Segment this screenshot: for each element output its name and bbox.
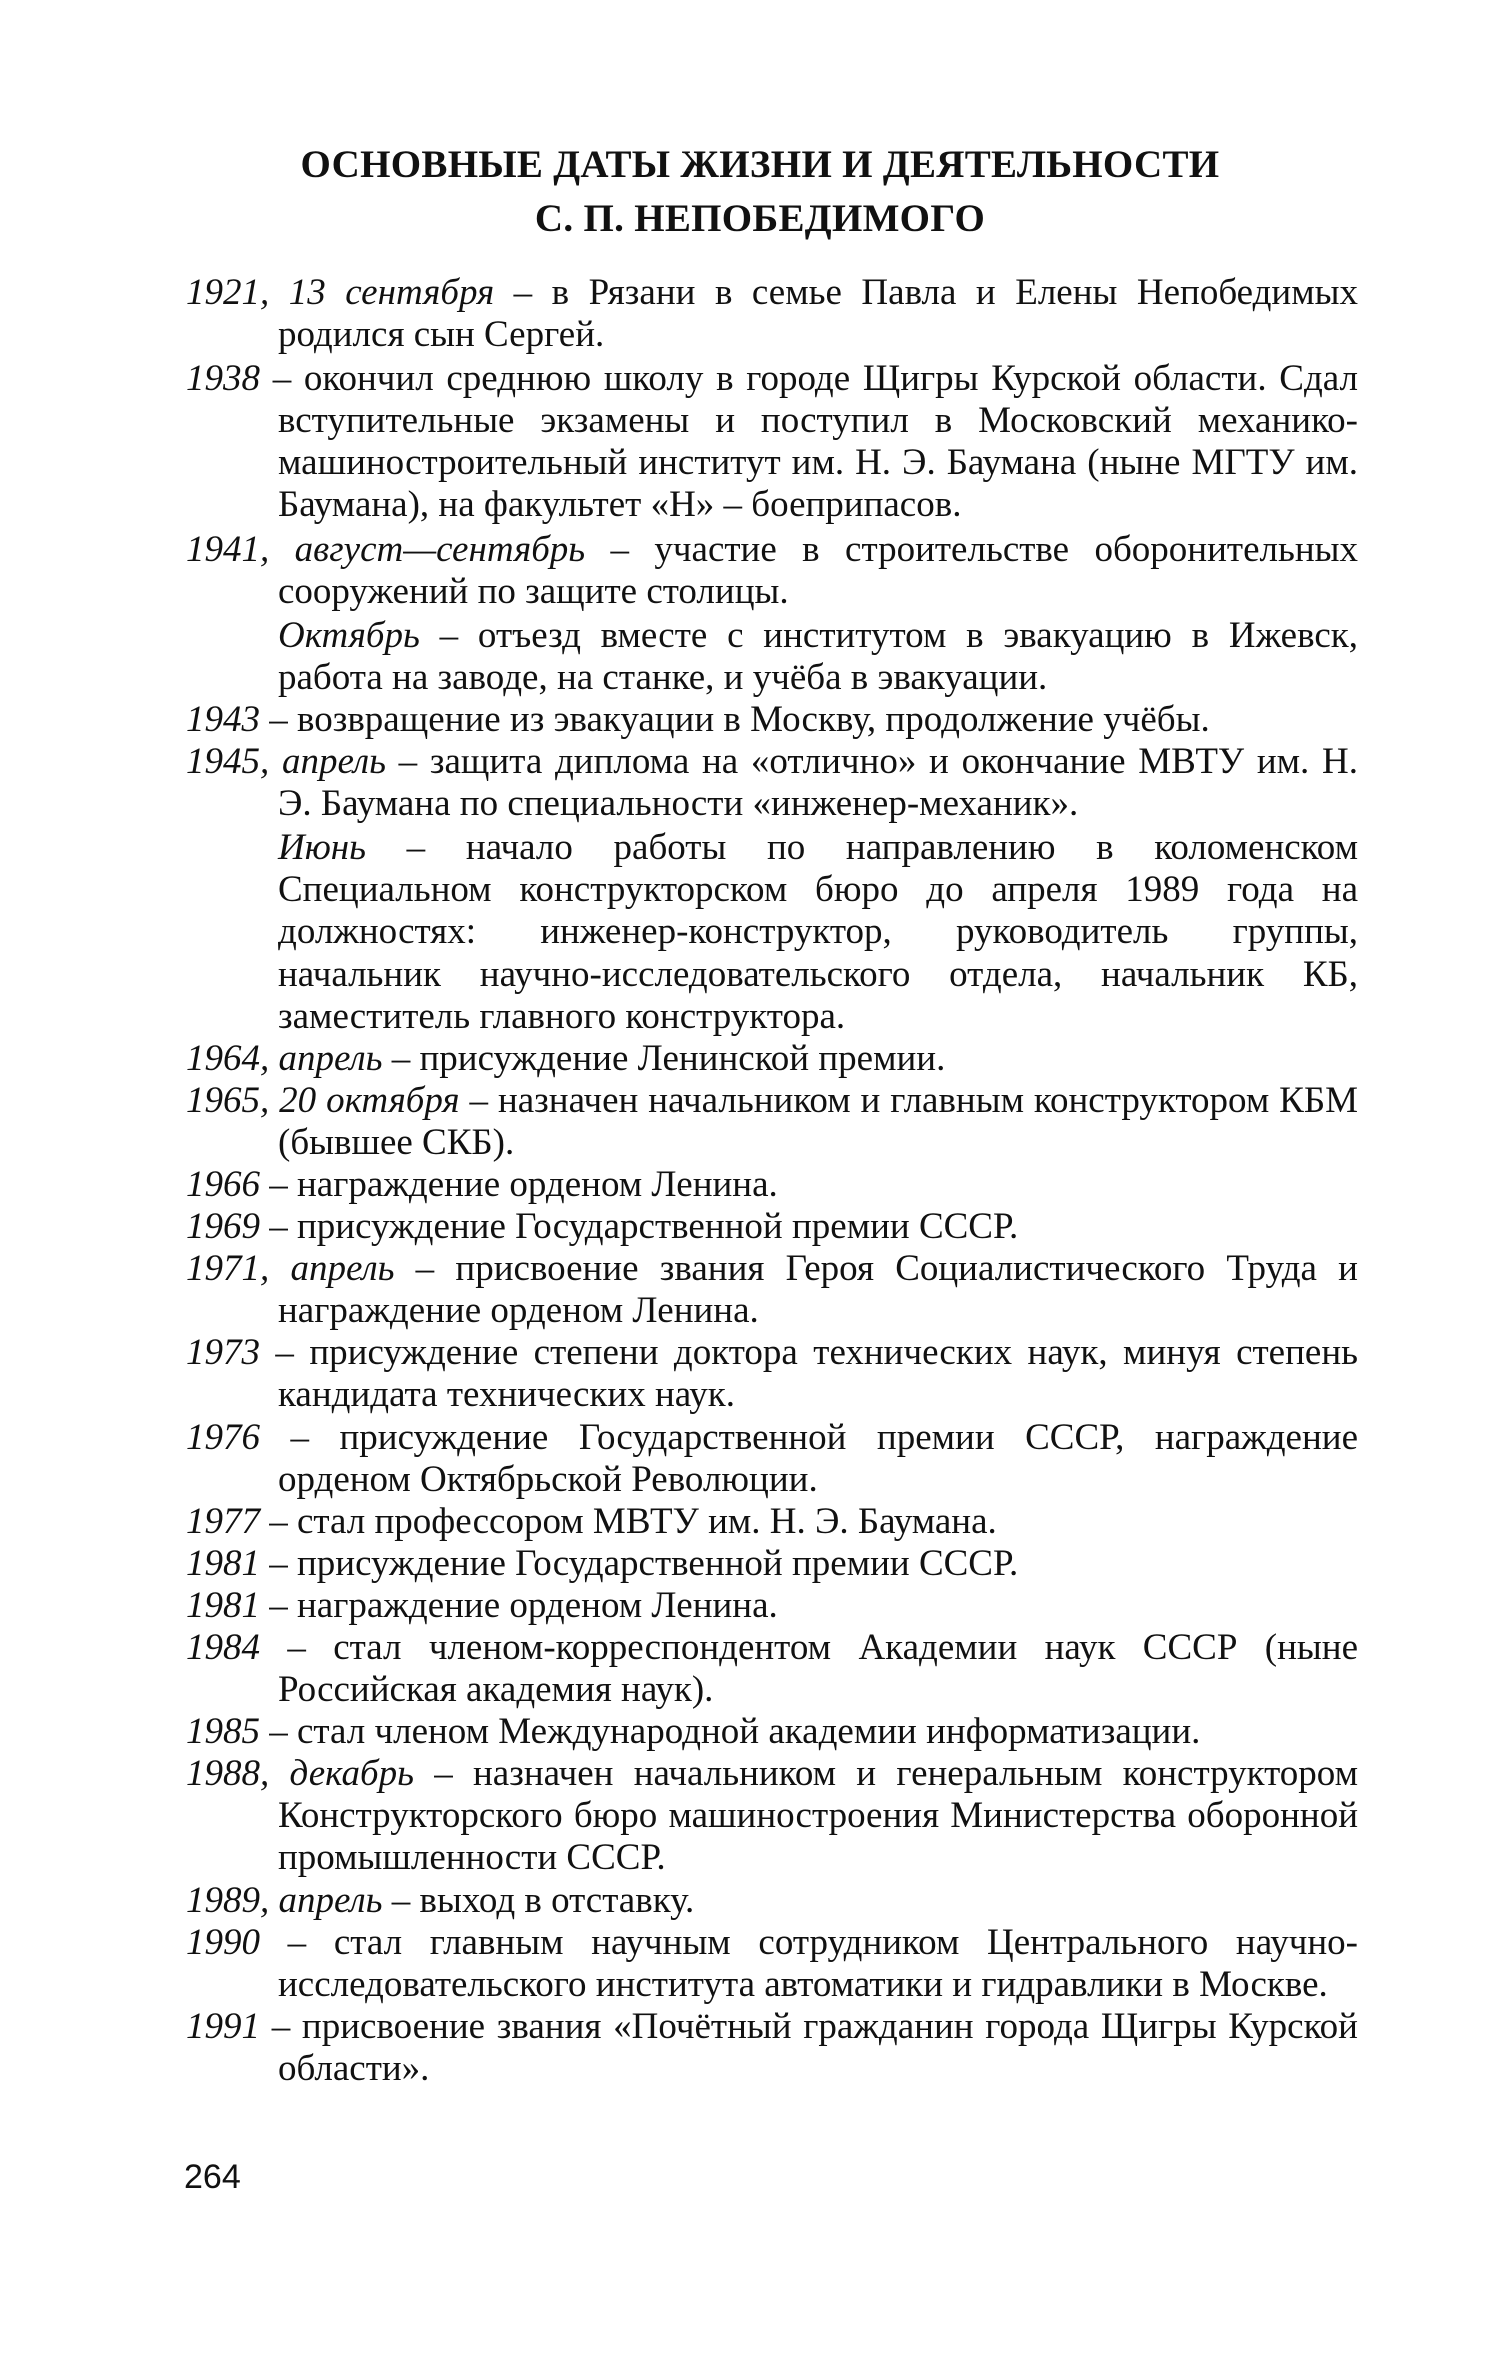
title-line-1: ОСНОВНЫЕ ДАТЫ ЖИЗНИ И ДЕЯТЕЛЬНОСТИ bbox=[300, 143, 1220, 186]
entry-date: 1984 bbox=[186, 1627, 260, 1668]
page-title bbox=[160, 138, 1360, 246]
chronology-entry bbox=[186, 1248, 1358, 1332]
chronology-entry bbox=[186, 1332, 1358, 1416]
chronology-entry bbox=[186, 1922, 1358, 2006]
entry-date: 1945, апрель bbox=[186, 741, 386, 783]
entry-date: 1973 bbox=[186, 1332, 260, 1374]
chronology-entry bbox=[186, 1880, 1358, 1922]
chronology-entry bbox=[186, 699, 1358, 741]
entry-subtext: – отъезд вместе с институтом в эвакуацию в Ижевск, работа на заводе, на станке, и учёба в эвакуации. bbox=[278, 614, 1358, 698]
entry-text: – присуждение Ленинской премии. bbox=[382, 1037, 946, 1079]
entry-text: – возвращение из эвакуации в Москву, продолжение учёбы. bbox=[260, 698, 1210, 740]
entry-text: – присвоение звания Героя Социалистического Труда и награждение орденом Ленина. bbox=[278, 1248, 1358, 1332]
entry-date: 1966 bbox=[186, 1163, 260, 1205]
entry-text: – защита диплома на «отлично» и окончание МВТУ им. Н. Э. Баумана по специальности «инженер-механик». bbox=[278, 741, 1358, 825]
entry-date: 1969 bbox=[186, 1206, 260, 1248]
entry-subtext: – начало работы по направлению в коломенском Специальном конструкторском бюро до апреля 1989 года на должностях: инженер-конструктор, руководитель группы, начальник научно-исследовательского отдела, начальник КБ, заместитель главного конструктора. bbox=[278, 827, 1358, 1037]
chronology-entry bbox=[186, 1543, 1358, 1585]
entry-text: – присуждение Государственной премии СССР. bbox=[260, 1542, 1019, 1584]
entry-date: 1921, 13 сентября bbox=[186, 272, 495, 313]
entry-text: – присуждение Государственной премии СССР. bbox=[260, 1206, 1019, 1248]
entry-subitem bbox=[278, 827, 1358, 1037]
entry-date: 1985 bbox=[186, 1711, 260, 1753]
entry-text: – стал членом Международной академии информатизации. bbox=[260, 1711, 1201, 1753]
entry-date: 1938 bbox=[186, 358, 260, 400]
entry-date: 1981 bbox=[186, 1542, 260, 1584]
entry-text: – стал членом-корреспондентом Академии наук СССР (ныне Российская академия наук). bbox=[260, 1627, 1358, 1711]
entry-subitem bbox=[278, 615, 1358, 699]
chronology-entry bbox=[186, 2006, 1358, 2090]
entry-text: – награждение орденом Ленина. bbox=[260, 1163, 778, 1205]
chronology-entry bbox=[186, 741, 1358, 1038]
title-line-2: С. П. НЕПОБЕДИМОГО bbox=[534, 197, 986, 240]
chronology-entry bbox=[186, 1164, 1358, 1206]
chronology-entry bbox=[186, 1038, 1358, 1080]
entry-text: – награждение орденом Ленина. bbox=[260, 1584, 778, 1626]
entry-date: 1941, август—сентябрь bbox=[186, 528, 586, 570]
entry-date: 1964, апрель bbox=[186, 1037, 383, 1079]
entry-text: – присуждение степени доктора технических наук, минуя степень кандидата технических наук. bbox=[260, 1332, 1358, 1416]
chronology-entry bbox=[186, 529, 1358, 699]
chronology-entry bbox=[186, 1206, 1358, 1248]
entry-date: 1981 bbox=[186, 1584, 260, 1626]
chronology-entry bbox=[186, 1711, 1358, 1753]
entry-date: 1988, декабрь bbox=[186, 1753, 414, 1795]
entry-date: 1971, апрель bbox=[186, 1248, 395, 1290]
chronology-entry bbox=[186, 1585, 1358, 1627]
entry-text: – участие в строительстве оборонительных сооружений по защите столицы. bbox=[278, 528, 1358, 612]
entry-date: 1989, апрель bbox=[186, 1879, 383, 1921]
chronology-entry bbox=[186, 1627, 1358, 1711]
entry-text: – выход в отставку. bbox=[382, 1879, 695, 1921]
page-number: 264 bbox=[184, 2158, 241, 2196]
entry-text: – назначен начальником и генеральным конструктором Конструкторского бюро машиностроения Министерства оборонной промышленности СССР. bbox=[278, 1753, 1358, 1879]
chronology-entry bbox=[186, 1417, 1358, 1501]
entry-date: 1943 bbox=[186, 698, 260, 740]
entry-subdate: Октябрь bbox=[278, 614, 420, 656]
entry-text: – присвоение звания «Почётный гражданин города Щигры Курской области». bbox=[260, 2005, 1358, 2089]
entry-text: – присуждение Государственной премии СССР, награждение орденом Октябрьской Революции. bbox=[260, 1416, 1358, 1500]
chronology-entry bbox=[186, 272, 1358, 356]
chronology-entry bbox=[186, 1501, 1358, 1543]
entry-subdate: Июнь bbox=[278, 827, 367, 869]
entry-date: 1991 bbox=[186, 2005, 260, 2047]
entry-date: 1990 bbox=[186, 1921, 260, 1963]
entry-date: 1965, 20 октября bbox=[186, 1079, 460, 1121]
entry-text: – в Рязани в семье Павла и Елены Непобедимых родился сын Сергей. bbox=[278, 272, 1358, 356]
chronology-entry bbox=[186, 358, 1358, 526]
entry-date: 1977 bbox=[186, 1500, 260, 1542]
entry-date: 1976 bbox=[186, 1416, 260, 1458]
entry-text: – стал профессором МВТУ им. Н. Э. Баумана. bbox=[260, 1500, 997, 1542]
entry-text: – стал главным научным сотрудником Центрального научно-исследовательского института автоматики и гидравлики в Москве. bbox=[260, 1921, 1358, 2005]
entry-text: – окончил среднюю школу в городе Щигры Курской области. Сдал вступительные экзамены и поступил в Московский механико-машиностроительный институт им. Н. Э. Баумана (ныне МГТУ им. Баумана), на факультет «Н» – боеприпасов. bbox=[260, 358, 1358, 526]
chronology-entry bbox=[186, 1753, 1358, 1879]
chronology-list bbox=[186, 272, 1358, 2090]
chronology-entry bbox=[186, 1080, 1358, 1164]
entry-text: – назначен начальником и главным конструктором КБМ (бывшее СКБ). bbox=[278, 1079, 1358, 1163]
